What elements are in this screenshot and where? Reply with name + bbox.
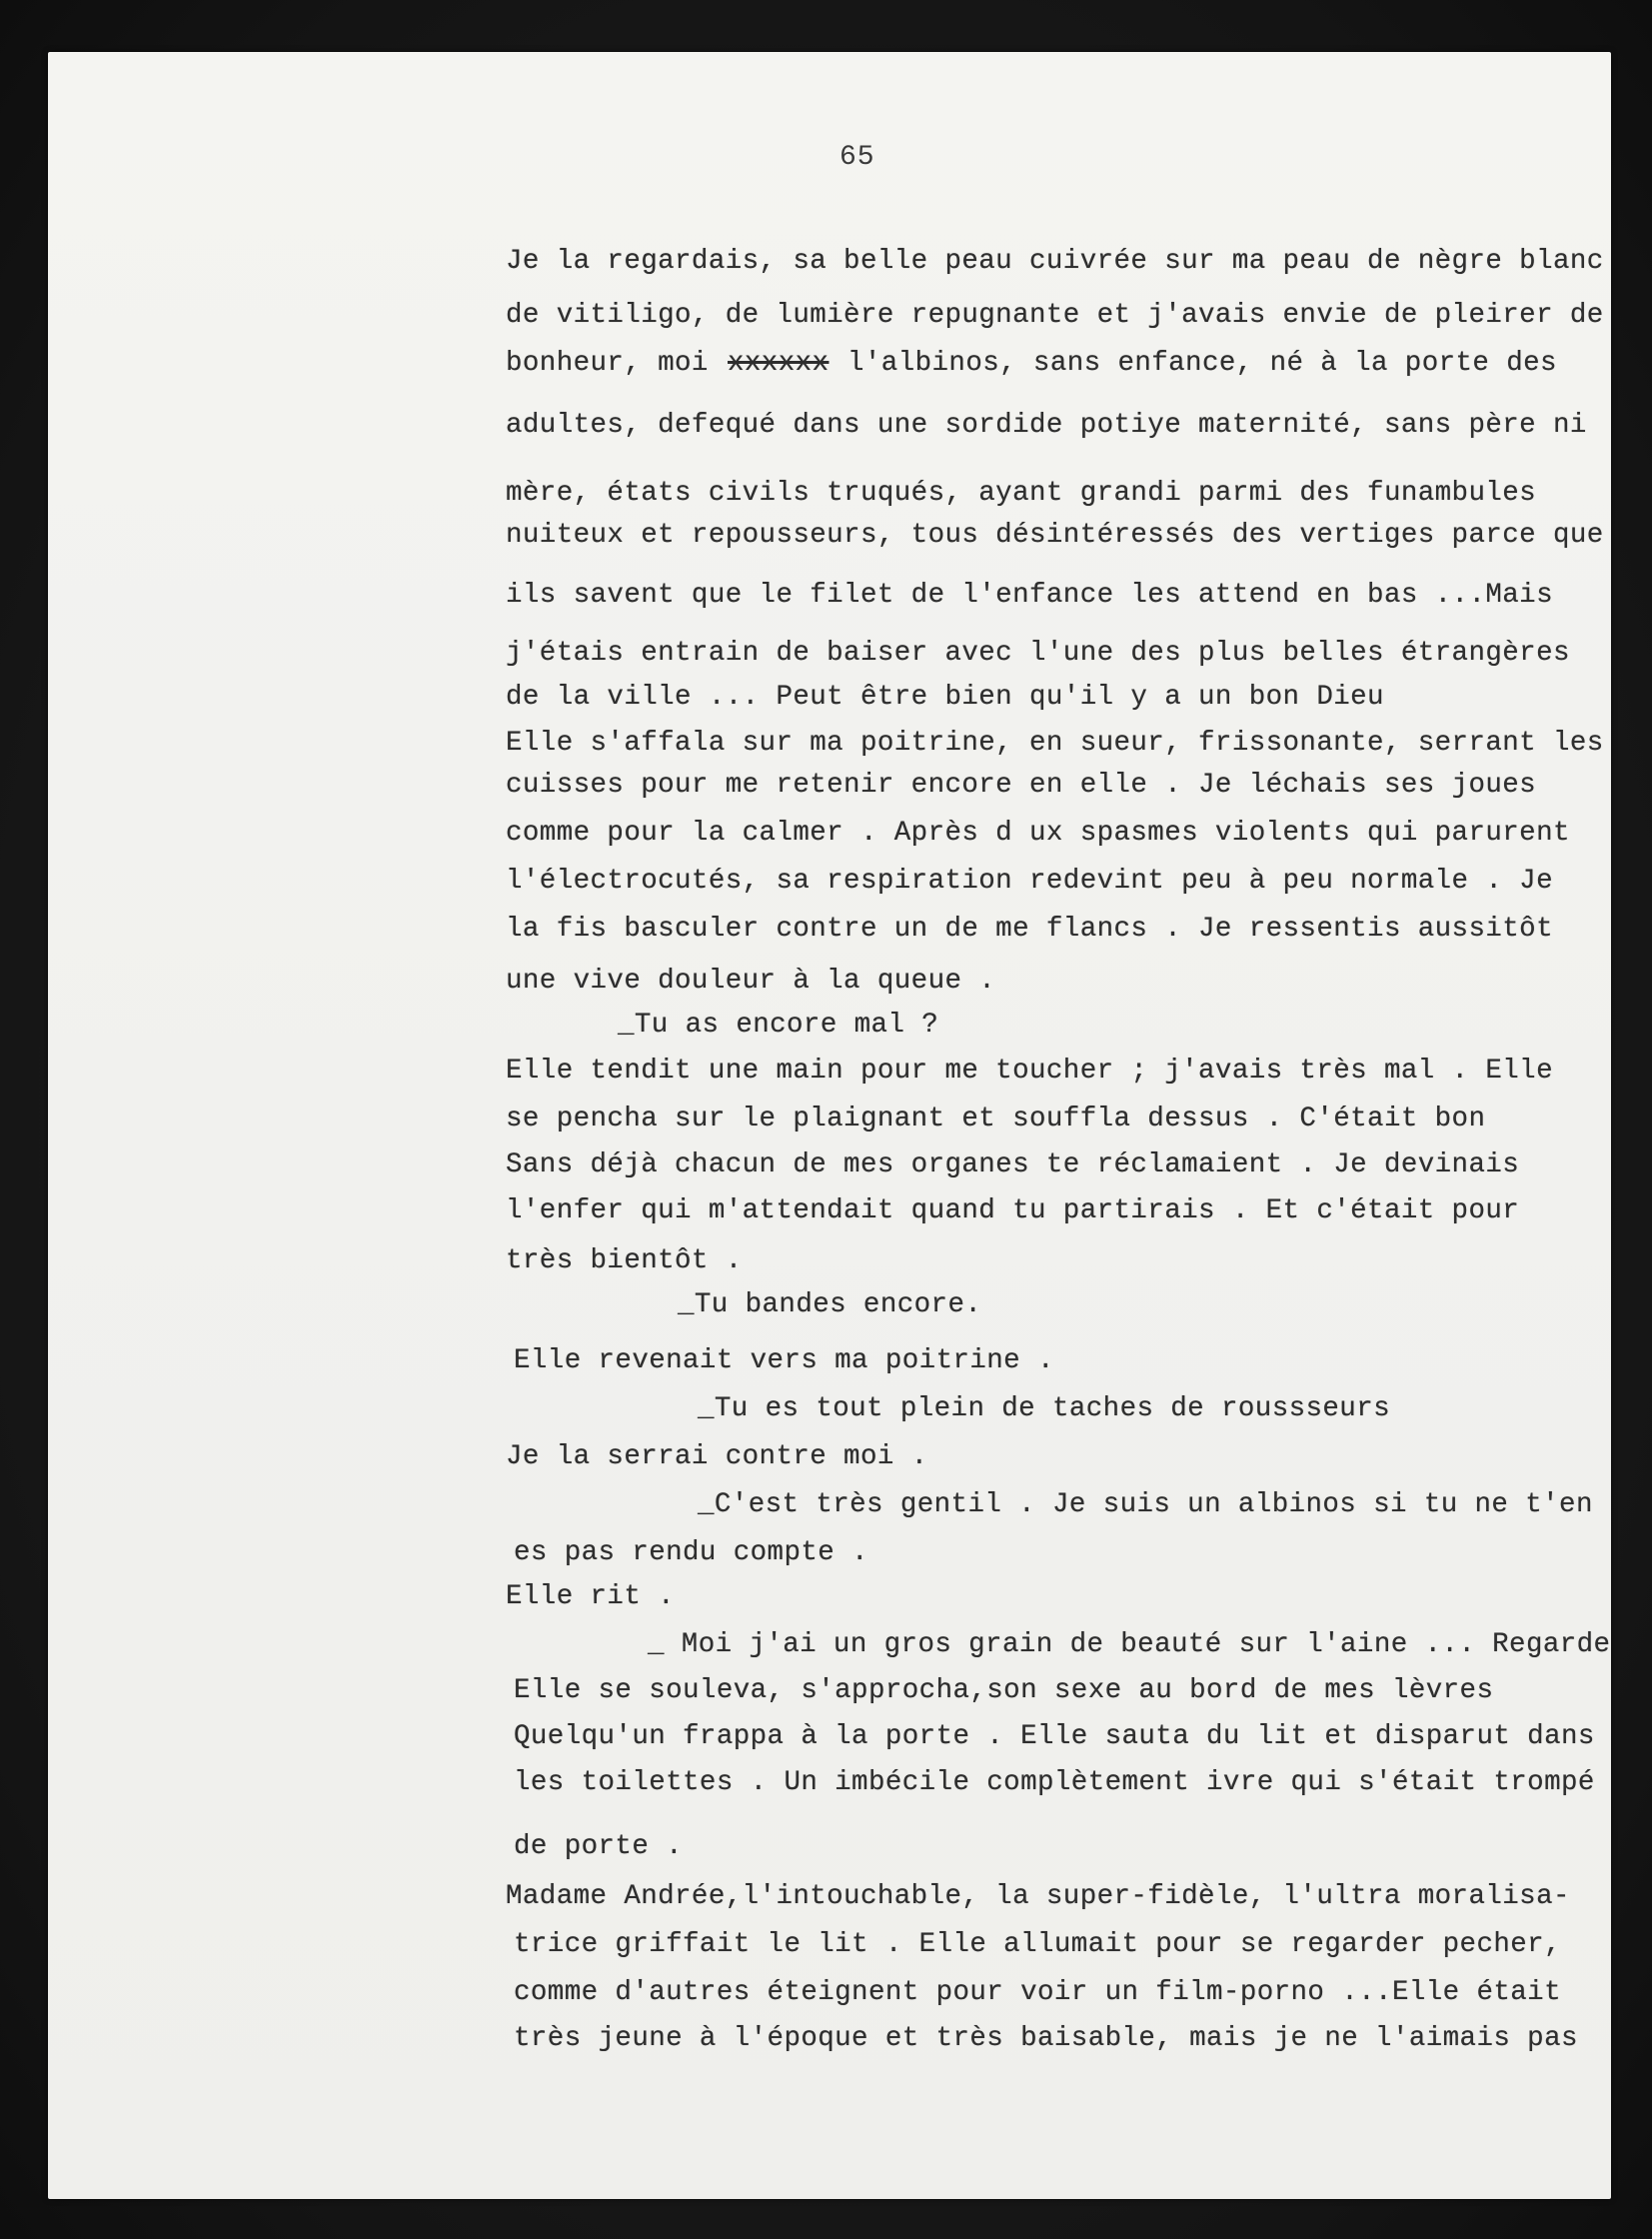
- text-line: Elle se souleva, s'approcha,son sexe au bord de mes lèvres: [514, 1675, 1494, 1706]
- text-line: se pencha sur le plaignant et souffla dessus . C'était bon: [506, 1104, 1486, 1134]
- text-line: nuiteux et repousseurs, tous désintéressés des vertiges parce que: [506, 520, 1604, 551]
- struck-word: xxxxxx: [728, 348, 829, 379]
- text-line: Quelqu'un frappa à la porte . Elle sauta du lit et disparut dans: [514, 1721, 1595, 1752]
- text-line: de porte .: [514, 1831, 684, 1862]
- text-line: de la ville ... Peut être bien qu'il y a un bon Dieu: [506, 682, 1384, 713]
- dialogue-line: _Tu es tout plein de taches de roussseurs: [698, 1393, 1391, 1424]
- text-line: cuisses pour me retenir encore en elle . Je léchais ses joues: [506, 770, 1537, 801]
- text-line: Elle rit .: [506, 1581, 676, 1612]
- text-line: comme pour la calmer . Après d ux spasmes violents qui parurent: [506, 818, 1570, 849]
- text-line: de vitiligo, de lumière repugnante et j'avais envie de pleirer de: [506, 300, 1604, 331]
- dialogue-line: _C'est très gentil . Je suis un albinos si tu ne t'en: [698, 1489, 1593, 1520]
- text-line: mère, états civils truqués, ayant grandi parmi des funambules: [506, 478, 1537, 509]
- text-line: es pas rendu compte .: [514, 1537, 868, 1568]
- text-line: très jeune à l'époque et très baisable, mais je ne l'aimais pas: [514, 2023, 1578, 2054]
- text-line: les toilettes . Un imbécile complètement ivre qui s'était trompé: [514, 1767, 1595, 1798]
- text-line: Madame Andrée,l'intouchable, la super-fidèle, l'ultra moralisa-: [506, 1881, 1570, 1912]
- text-line: Je la regardais, sa belle peau cuivrée sur ma peau de nègre blanc: [506, 246, 1604, 277]
- text-line: bonheur, moi: [506, 348, 709, 379]
- text-line: la fis basculer contre un de me flancs . Je ressentis aussitôt: [506, 914, 1553, 945]
- text-line: Elle revenait vers ma poitrine .: [514, 1345, 1054, 1376]
- text-line: Elle s'affala sur ma poitrine, en sueur, frissonante, serrant les: [506, 728, 1604, 759]
- text-line: l'électrocutés, sa respiration redevint peu à peu normale . Je: [506, 866, 1553, 897]
- text-line: comme d'autres éteignent pour voir un film-porno ...Elle était: [514, 1977, 1561, 2008]
- typewritten-page: [48, 52, 1611, 2199]
- text-line: l'enfer qui m'attendait quand tu partirais . Et c'était pour: [506, 1195, 1520, 1226]
- text-line: une vive douleur à la queue .: [506, 966, 996, 997]
- text-line: très bientôt .: [506, 1245, 743, 1276]
- text-line: trice griffait le lit . Elle allumait pour se regarder pecher,: [514, 1929, 1561, 1960]
- text-line: l'albinos, sans enfance, né à la porte des: [847, 348, 1557, 379]
- dialogue-line: _ Moi j'ai un gros grain de beauté sur l'aine ... Regarde: [648, 1629, 1611, 1660]
- text-line: Sans déjà chacun de mes organes te réclamaient . Je devinais: [506, 1149, 1520, 1180]
- page-number: 65: [839, 142, 875, 173]
- text-line: ils savent que le filet de l'enfance les attend en bas ...Mais: [506, 580, 1553, 611]
- text-line: adultes, defequé dans une sordide potiye maternité, sans père ni: [506, 410, 1587, 441]
- dialogue-line: _Tu as encore mal ?: [618, 1010, 939, 1041]
- text-line: Elle tendit une main pour me toucher ; j'avais très mal . Elle: [506, 1056, 1553, 1087]
- dialogue-line: _Tu bandes encore.: [678, 1289, 982, 1320]
- text-line: j'étais entrain de baiser avec l'une des plus belles étrangères: [506, 638, 1570, 669]
- text-line: Je la serrai contre moi .: [506, 1441, 928, 1472]
